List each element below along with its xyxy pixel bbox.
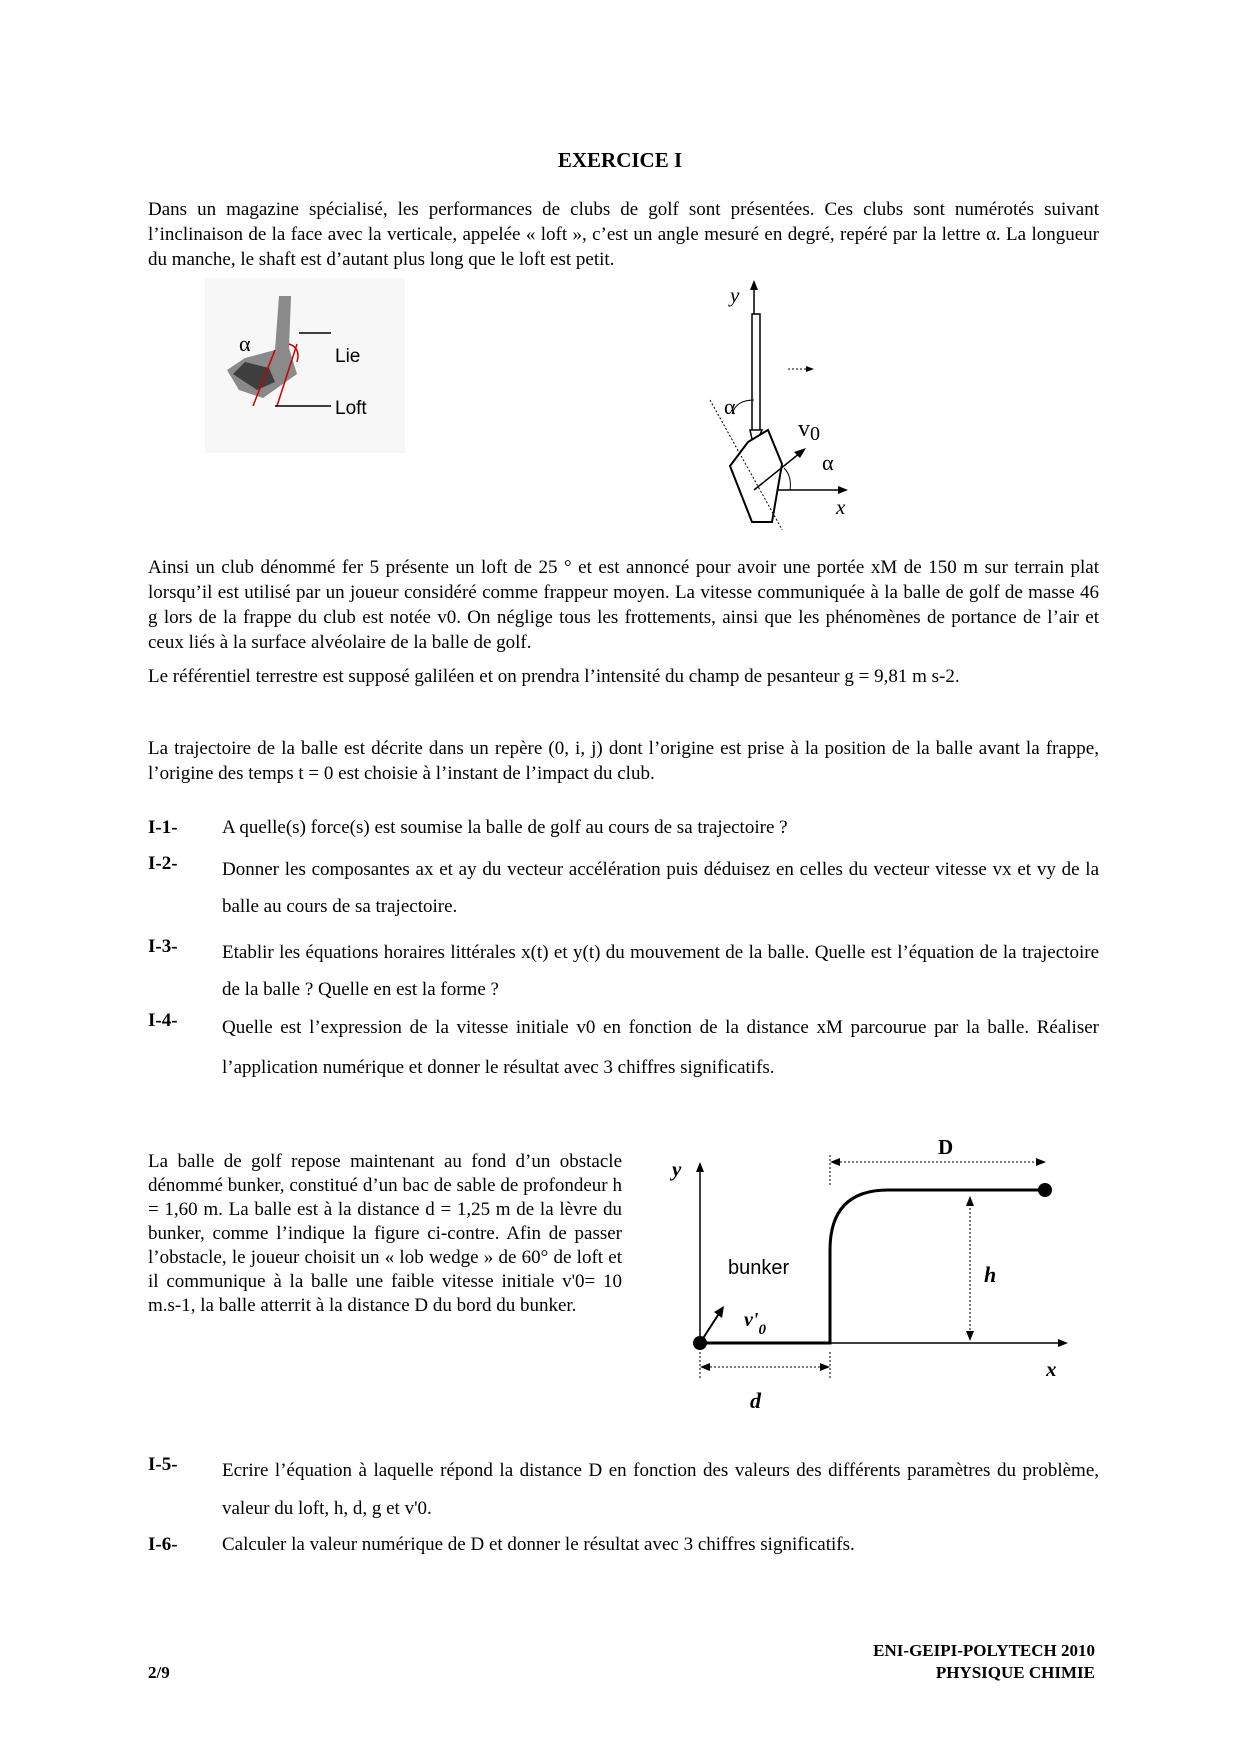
fig3-d-label: d [750, 1388, 761, 1410]
question-text-6: Calculer la valeur numérique de D et donner le résultat avec 3 chiffres significatifs. [222, 1534, 855, 1555]
question-label-4: I-4- [148, 1010, 178, 1031]
ball-landing [1038, 1183, 1052, 1197]
question-label-3: I-3- [148, 936, 178, 957]
bunker-figure [660, 1130, 1100, 1410]
question-text-2: Donner les composantes ax et ay du vecteur accélération puis déduisez en celles du vecteur vitesse vx et vy de la balle au cours de sa trajectoire. [222, 859, 1099, 917]
fig1-loft-label: Loft [335, 398, 367, 419]
question-text-4: Quelle est l’expression de la vitesse initiale v0 en fonction de la distance xM parcourue par la balle. Réaliser l’application numérique et donner le résultat avec 3 chiffres significatifs. [222, 1017, 1099, 1078]
footer-exam: ENI-GEIPI-POLYTECH 2010 [873, 1641, 1095, 1660]
fig3-x-label: x [1046, 1357, 1057, 1381]
bunker-paragraph: La balle de golf repose maintenant au fond d’un obstacle dénommé bunker, constitué d’un bac de sable de profondeur h = 1,60 m. La balle est à la distance d = 1,25 m de la lèvre du bunker, comme l’indique la figure ci-contre. Afin de passer l’obstacle, le joueur choisit un « lob wedge » de 60° de loft et il communique à la balle une faible vitesse initiale v'0= 10 m.s-1, la balle atterrit à la distance D du bord du bunker. [148, 1151, 622, 1316]
question-label-1: I-1- [148, 817, 178, 838]
question-label-5: I-5- [148, 1454, 178, 1475]
club-head-outline [730, 430, 782, 522]
fig3-h-label: h [984, 1262, 997, 1287]
club-shaft [752, 314, 760, 434]
footer-subject: PHYSIQUE CHIMIE [935, 1663, 1095, 1682]
exercise-title: EXERCICE I [557, 148, 683, 172]
fig2-v-label: v0 [798, 416, 820, 445]
fig1-alpha-label: α [239, 331, 251, 356]
paragraph-fer5: Ainsi un club dénommé fer 5 présente un loft de 25 ° et est annoncé pour avoir une portée xM de 150 m sur terrain plat lorsqu’il est utilisé par un joueur considéré comme frappeur moyen. La vitesse communiquée à la balle de golf de masse 46 g lors de la frappe du club est notée v0. On néglige tous les frottements, ainsi que les phénomènes de portance de l’air et ceux liés à la surface alvéolaire de la balle de golf. [148, 557, 1099, 653]
paragraph-repere: La trajectoire de la balle est décrite dans un repère (0, i, j) dont l’origine est prise à la position de la balle avant la frappe, l’origine des temps t = 0 est choisie à l’instant de l’impact du club. [148, 738, 1099, 784]
fig3-v-label: $v'_0$ [744, 1309, 766, 1338]
fig2-y-label: y [730, 283, 740, 307]
intro-paragraph: Dans un magazine spécialisé, les performances de clubs de golf sont présentées. Ces clubs sont numérotés suivant l’inclinaison de la face avec la verticale, appelée « loft », c’est un angle mesuré en degré, repéré par la lettre α. La longueur du manche, le shaft est d’autant plus long que le loft est petit. [148, 199, 1099, 270]
fig3-bunker-label: bunker [728, 1257, 790, 1279]
page-number: 2/9 [148, 1663, 170, 1682]
fig2-alpha-right: α [822, 450, 834, 475]
fig2-x-label: x [836, 495, 846, 519]
question-label-6: I-6- [148, 1534, 178, 1555]
question-label-2: I-2- [148, 853, 178, 874]
paragraph-referentiel: Le référentiel terrestre est supposé galiléen et on prendra l’intensité du champ de pesanteur g = 9,81 m s-2. [148, 666, 960, 687]
club-head-figure [205, 278, 405, 453]
fig3-y-label: y [672, 1157, 682, 1181]
fig1-lie-label: Lie [335, 346, 361, 367]
fig2-alpha-top: α [724, 394, 736, 419]
fig3-D-label: D [938, 1135, 954, 1159]
question-text-3: Etablir les équations horaires littérales x(t) et y(t) du mouvement de la balle. Quelle est l’équation de la trajectoire de la balle ? Quelle en est la forme ? [222, 942, 1099, 1000]
question-text-1: A quelle(s) force(s) est soumise la balle de golf au cours de sa trajectoire ? [222, 817, 788, 838]
question-text-5: Ecrire l’équation à laquelle répond la distance D en fonction des valeurs des différents paramètres du problème, valeur du loft, h, d, g et v'0. [222, 1460, 1099, 1519]
club-axes-figure [680, 280, 880, 530]
